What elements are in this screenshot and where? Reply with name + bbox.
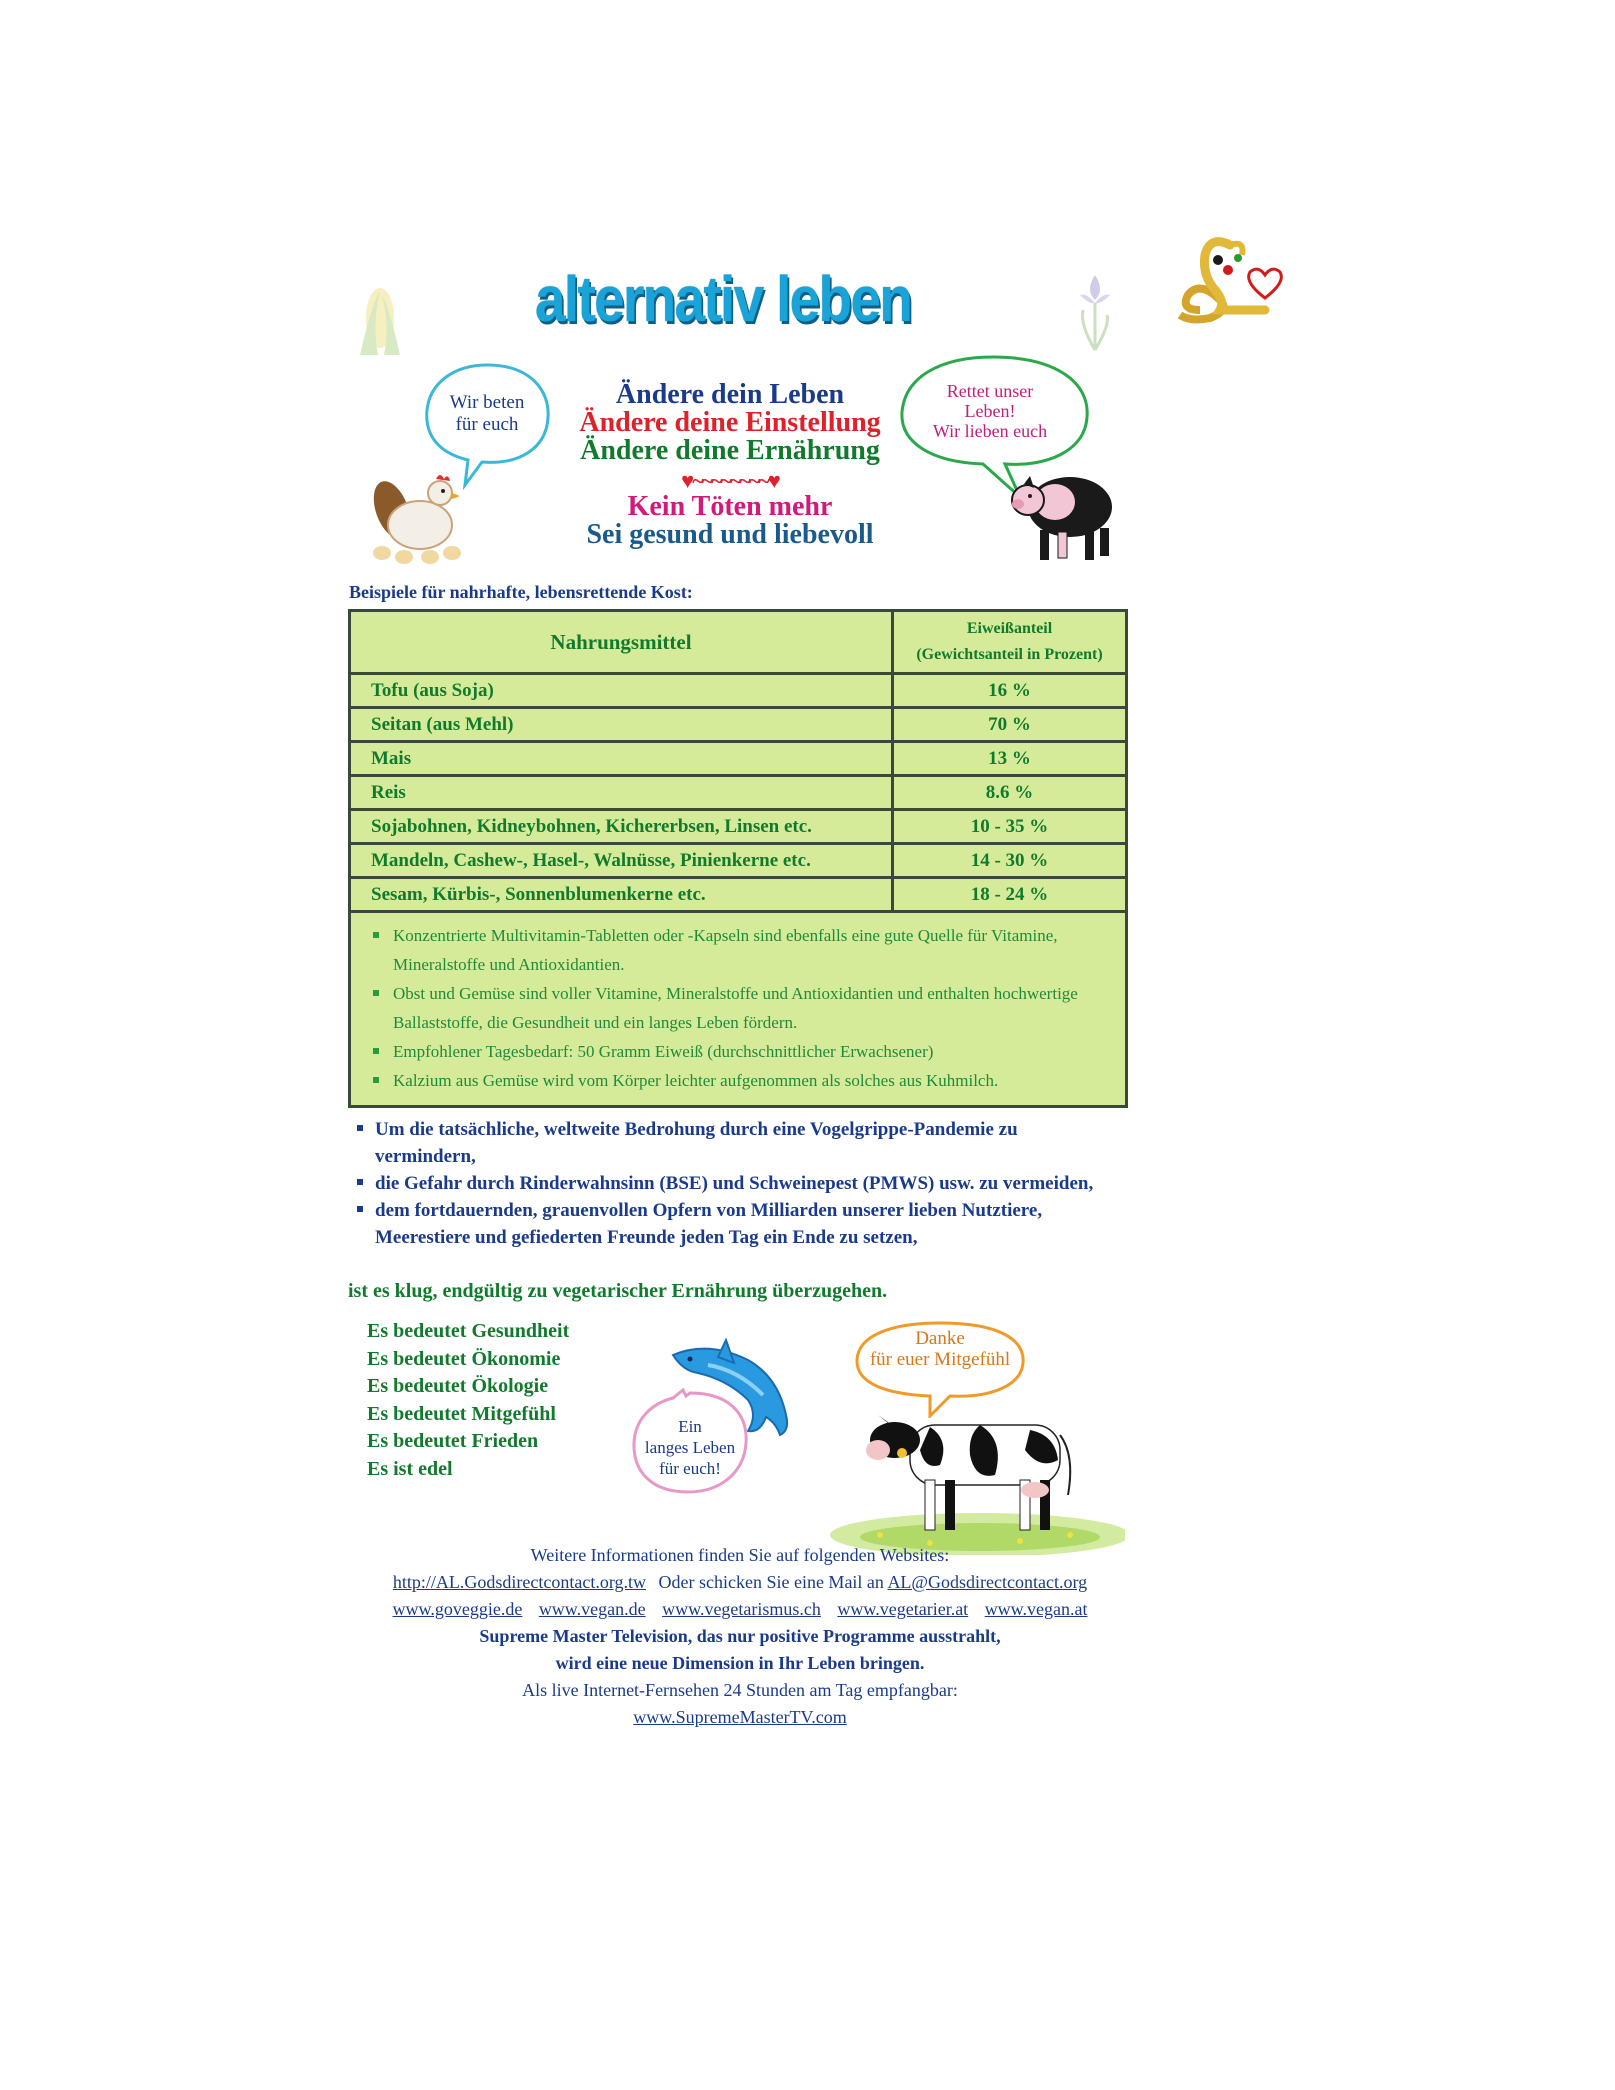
slogan-divider: ♥~~~~~~~~♥ xyxy=(681,468,779,493)
note-item: Konzentrierte Multivitamin-Tabletten oder -Kapseln sind ebenfalls eine gute Quelle für Vitamine, Mineralstoffe und Antioxidantien. xyxy=(371,921,1113,979)
bubble-line: Wir lieben euch xyxy=(932,421,1048,441)
cow-in-meadow-image xyxy=(820,1395,1125,1555)
reason-item: die Gefahr durch Rinderwahnsinn (BSE) und Schweinepest (PMWS) usw. zu vermeiden, xyxy=(355,1170,1115,1197)
protein-cell: 18 - 24 % xyxy=(893,878,1127,912)
note-item: Empfohlener Tagesbedarf: 50 Gramm Eiweiß (durchschnittlicher Erwachsener) xyxy=(371,1037,1113,1066)
bubble-line: für euer Mitgefühl xyxy=(869,1349,1011,1370)
table-row xyxy=(350,878,1127,912)
benefit-item: Es bedeutet Mitgefühl xyxy=(367,1402,556,1425)
main-website-link[interactable]: http://AL.Godsdirectcontact.org.tw xyxy=(392,1572,646,1592)
table-row xyxy=(350,776,1127,810)
benefit-item: Es bedeutet Ökologie xyxy=(367,1375,549,1397)
footer-intro: Weitere Informationen finden Sie auf folgenden Websites: xyxy=(530,1545,950,1565)
chicken-bubble-text xyxy=(432,392,542,436)
link-vegetarismus[interactable]: www.vegetarismus.ch xyxy=(662,1599,821,1619)
protein-cell: 70 % xyxy=(893,708,1127,742)
reason-item: Um die tatsächliche, weltweite Bedrohung durch eine Vogelgrippe-Pandemie zu vermindern, xyxy=(355,1116,1115,1170)
header-protein-title: Eiweißanteil xyxy=(966,620,1053,637)
cow-bubble-text xyxy=(860,1328,1020,1370)
bubble-line: Wir beten xyxy=(449,392,525,413)
benefit-item: Es ist edel xyxy=(367,1457,453,1480)
food-cell: Tofu (aus Soja) xyxy=(350,674,893,708)
slogan-change-life: Ändere dein Leben xyxy=(615,379,845,410)
link-vegan-de[interactable]: www.vegan.de xyxy=(538,1599,646,1619)
table-notes xyxy=(350,912,1127,1107)
corn-decoration-icon xyxy=(350,270,410,360)
reason-item: dem fortdauernden, grauenvollen Opfern von Milliarden unserer lieben Nutztiere, Meerestiere und gefiederten Freunde jeden Tag ein Ende zu setzen, xyxy=(355,1197,1115,1251)
bubble-line: für euch xyxy=(455,414,519,435)
slogan-change-diet: Ändere deine Ernährung xyxy=(580,435,880,466)
bubble-line: Ein xyxy=(678,1417,702,1436)
protein-cell: 13 % xyxy=(893,742,1127,776)
page-title: alternativ leben xyxy=(535,263,912,335)
protein-cell: 16 % xyxy=(893,674,1127,708)
food-cell: Sesam, Kürbis-, Sonnenblumenkerne etc. xyxy=(350,878,893,912)
slogan-no-killing: Kein Töten mehr xyxy=(627,491,833,522)
header-food: Nahrungsmittel xyxy=(350,611,893,674)
table-notes-row xyxy=(350,912,1127,1107)
table-row xyxy=(350,708,1127,742)
conclusion-text: ist es klug, endgültig zu vegetarischer Ernährung überzugehen. xyxy=(348,1280,888,1302)
chicken-icon xyxy=(362,465,467,565)
slogan-change-attitude: Ändere deine Einstellung xyxy=(579,407,881,438)
table-caption: Beispiele für nahrhafte, lebensrettende Kost: xyxy=(349,582,693,602)
supreme-master-tv-link[interactable]: www.SupremeMasterTV.com xyxy=(633,1707,847,1727)
protein-cell: 14 - 30 % xyxy=(893,844,1127,878)
bubble-line: Rettet unser xyxy=(946,381,1034,401)
protein-cell: 8.6 % xyxy=(893,776,1127,810)
email-link[interactable]: AL@Godsdirectcontact.org xyxy=(887,1572,1088,1592)
pig-icon xyxy=(1010,462,1120,567)
note-item: Kalzium aus Gemüse wird vom Körper leichter aufgenommen als solches aus Kuhmilch. xyxy=(371,1066,1113,1095)
benefit-item: Es bedeutet Ökonomie xyxy=(367,1347,561,1370)
reasons-list xyxy=(355,1116,1115,1251)
benefits-list xyxy=(367,1318,569,1483)
link-goveggie[interactable]: www.goveggie.de xyxy=(392,1599,523,1619)
footer-links-line xyxy=(340,1596,1140,1623)
table-row xyxy=(350,844,1127,878)
mail-text: Oder schicken Sie eine Mail an xyxy=(658,1572,884,1592)
food-cell: Sojabohnen, Kidneybohnen, Kichererbsen, Linsen etc. xyxy=(350,810,893,844)
link-vegetarier[interactable]: www.vegetarier.at xyxy=(837,1599,969,1619)
table-row xyxy=(350,742,1127,776)
bubble-line: Danke xyxy=(915,1328,965,1349)
love-logo-icon xyxy=(1170,230,1295,325)
iris-decoration-icon xyxy=(1065,265,1125,355)
pig-bubble-text xyxy=(910,381,1070,441)
nutrition-table xyxy=(348,609,1128,1108)
slogan-be-healthy: Sei gesund und liebevoll xyxy=(586,519,874,550)
note-item: Obst und Gemüse sind voller Vitamine, Mineralstoffe und Antioxidantien und enthalten hochwertige Ballaststoffe, die Gesundheit und ein langes Leben fördern. xyxy=(371,979,1113,1037)
benefit-item: Es bedeutet Gesundheit xyxy=(367,1320,570,1342)
header-protein xyxy=(893,611,1127,674)
tv-line-1: Supreme Master Television, das nur positive Programme ausstrahlt, xyxy=(479,1626,1001,1646)
benefit-item: Es bedeutet Frieden xyxy=(367,1430,539,1452)
bubble-line: langes Leben xyxy=(644,1438,736,1457)
food-cell: Mandeln, Cashew-, Hasel-, Walnüsse, Pinienkerne etc. xyxy=(350,844,893,878)
food-cell: Reis xyxy=(350,776,893,810)
food-cell: Mais xyxy=(350,742,893,776)
footer xyxy=(340,1542,1140,1731)
protein-cell: 10 - 35 % xyxy=(893,810,1127,844)
footer-contact-line xyxy=(340,1569,1140,1596)
dolphin-bubble-text xyxy=(630,1416,750,1479)
tv-line-3: Als live Internet-Fernsehen 24 Stunden am Tag empfangbar: xyxy=(522,1680,958,1700)
bubble-line: Leben! xyxy=(964,401,1016,421)
tv-line-2: wird eine neue Dimension in Ihr Leben bringen. xyxy=(555,1653,925,1673)
table-row xyxy=(350,674,1127,708)
bubble-line: für euch! xyxy=(659,1459,721,1478)
table-row xyxy=(350,810,1127,844)
food-cell: Seitan (aus Mehl) xyxy=(350,708,893,742)
table-header-row xyxy=(350,611,1127,674)
header-protein-subtitle: (Gewichtsanteil in Prozent) xyxy=(916,646,1103,663)
link-vegan-at[interactable]: www.vegan.at xyxy=(984,1599,1088,1619)
